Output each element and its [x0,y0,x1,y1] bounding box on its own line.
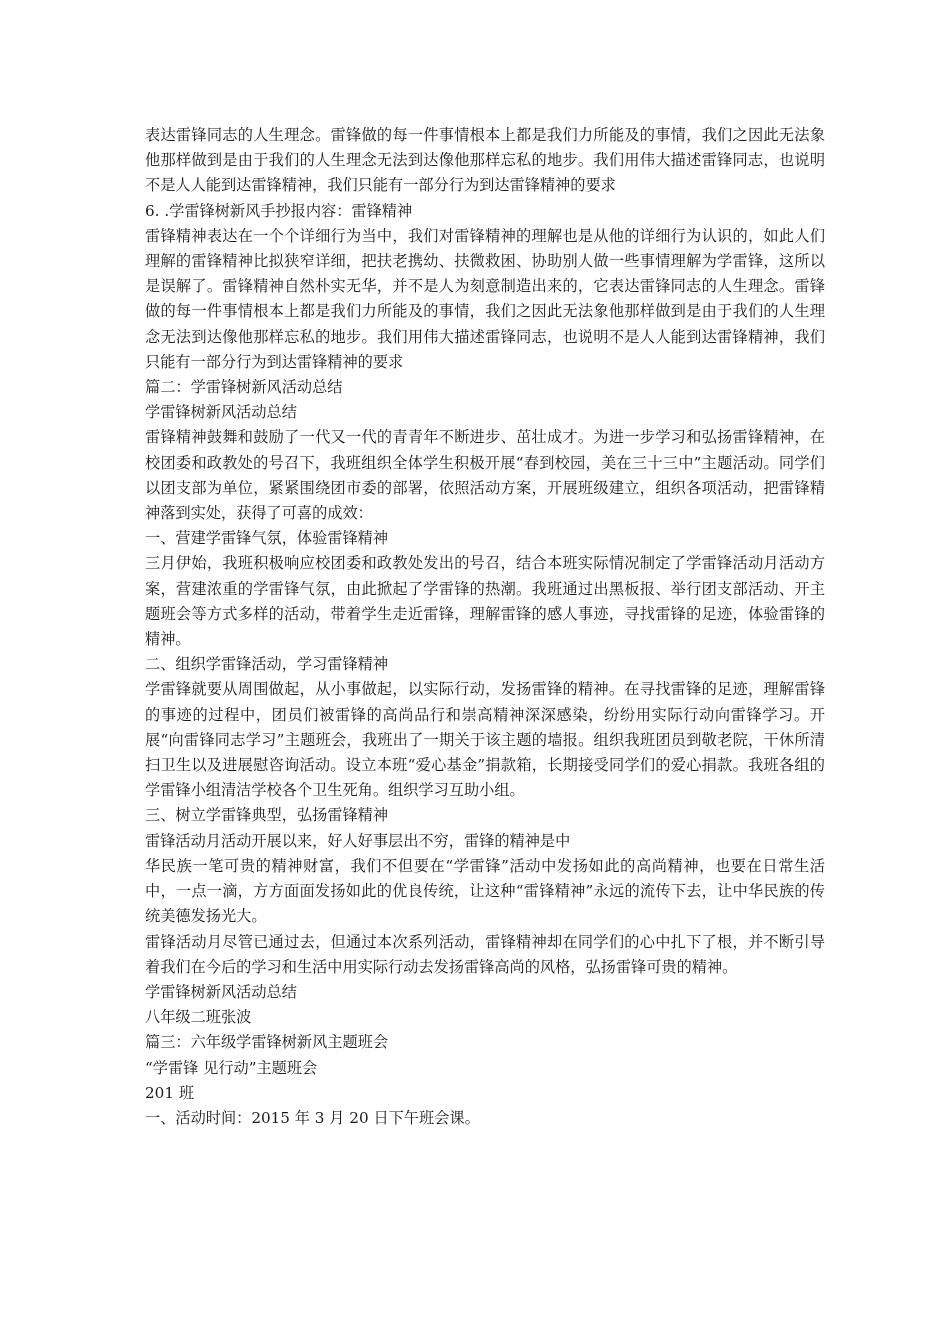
class-label: 201 班 [145,1083,195,1102]
paragraph: 雷锋精神表达在一个个详细行为当中，我们对雷锋精神的理解也是从他的详细行为认识的，如此人们理解的雷锋精神比拟狭窄详细，把扶老携幼、扶微救困、协助别人做一些事情理解为学雷锋，这所以是误解了。雷锋精神自然朴实无华，并不是人为刻意制造出来的，它表达雷锋同志的人生理念。雷锋做的每一件事情根本上都是我们力所能及的事情，我们之因此无法象他那样做到是由于我们的人生理念无法到达像他那样忘私的地步。我们用伟大描述雷锋同志，也说明不是人人能到达雷锋精神，我们只能有一部分行为到达雷锋精神的要求 [145,226,825,371]
paragraph: 学雷锋就要从周围做起，从小事做起，以实际行动，发扬雷锋的精神。在寻找雷锋的足迹，理解雷锋的事迹的过程中，团员们被雷锋的高尚品行和崇高精神深深感染，纷纷用实际行动向雷锋学习。开展“向雷锋同志学习”主题班会，我班出了一期关于该主题的墙报。组织我班团员到敬老院，干休所清扫卫生以及进展慰咨询活动。设立本班“爱心基金”捐款箱，长期接受同学们的爱心捐款。我班各组的学雷锋小组清洁学校各个卫生死角。组织学习互助小组。 [145,680,825,800]
section-heading: 6. .学雷锋树新风手抄报内容：雷锋精神 [145,201,413,220]
section-heading: 三、树立学雷锋典型，弘扬雷锋精神 [145,806,388,825]
paragraph: 华民族一笔可贵的精神财富，我们不但要在“学雷锋”活动中发扬如此的高尚精神，也要在日常生活中，一点一滴，方方面面发扬如此的优良传统，让这种“雷锋精神”永远的流传下去，让中华民族的传统美德发扬光大。 [145,856,825,926]
signature-title: 学雷锋树新风活动总结 [145,982,297,1001]
signature-author: 八年级二班张波 [145,1008,252,1027]
section-heading: 一、营建学雷锋气氛，体验雷锋精神 [145,529,388,548]
document-body [145,123,825,1131]
chapter-heading: 篇二：学雷锋树新风活动总结 [145,378,343,397]
paragraph: 雷锋活动月活动开展以来，好人好事层出不穷，雷锋的精神是中 [145,831,571,850]
paragraph: 三月伊始，我班积极响应校团委和政教处发出的号召，结合本班实际情况制定了学雷锋活动月活动方案，营建浓重的学雷锋气氛，由此掀起了学雷锋的热潮。我班通过出黑板报、举行团支部活动、开主题班会等方式多样的活动，带着学生走近雷锋，理解雷锋的感人事迹，寻找雷锋的足迹，体验雷锋的精神。 [145,554,825,649]
paragraph: 雷锋活动月尽管已通过去，但通过本次系列活动，雷锋精神却在同学们的心中扎下了根，并不断引导着我们在今后的学习和生活中用实际行动去发扬雷锋高尚的风格，弘扬雷锋可贵的精神。 [145,932,825,976]
section-heading: 一、活动时间：2015 年 3 月 20 日下午班会课。 [145,1108,480,1127]
article-title: 学雷锋树新风活动总结 [145,403,297,422]
paragraph: 雷锋精神鼓舞和鼓励了一代又一代的青青年不断进步、茁壮成才。为进一步学习和弘扬雷锋精神，在校团委和政教处的号召下，我班组织全体学生积极开展“春到校园，美在三十三中”主题活动。同学们以团支部为单位，紧紧围绕团市委的部署，依照活动方案，开展班级建立，组织各项活动，把雷锋精神落到实处，获得了可喜的成效： [145,428,825,523]
chapter-heading: 篇三：六年级学雷锋树新风主题班会 [145,1033,388,1052]
article-title: “学雷锋 见行动”主题班会 [145,1058,318,1077]
paragraph: 表达雷锋同志的人生理念。雷锋做的每一件事情根本上都是我们力所能及的事情，我们之因此无法象他那样做到是由于我们的人生理念无法到达像他那样忘私的地步。我们用伟大描述雷锋同志，也说明不是人人能到达雷锋精神，我们只能有一部分行为到达雷锋精神的要求 [145,126,825,195]
section-heading: 二、组织学雷锋活动，学习雷锋精神 [145,655,388,674]
